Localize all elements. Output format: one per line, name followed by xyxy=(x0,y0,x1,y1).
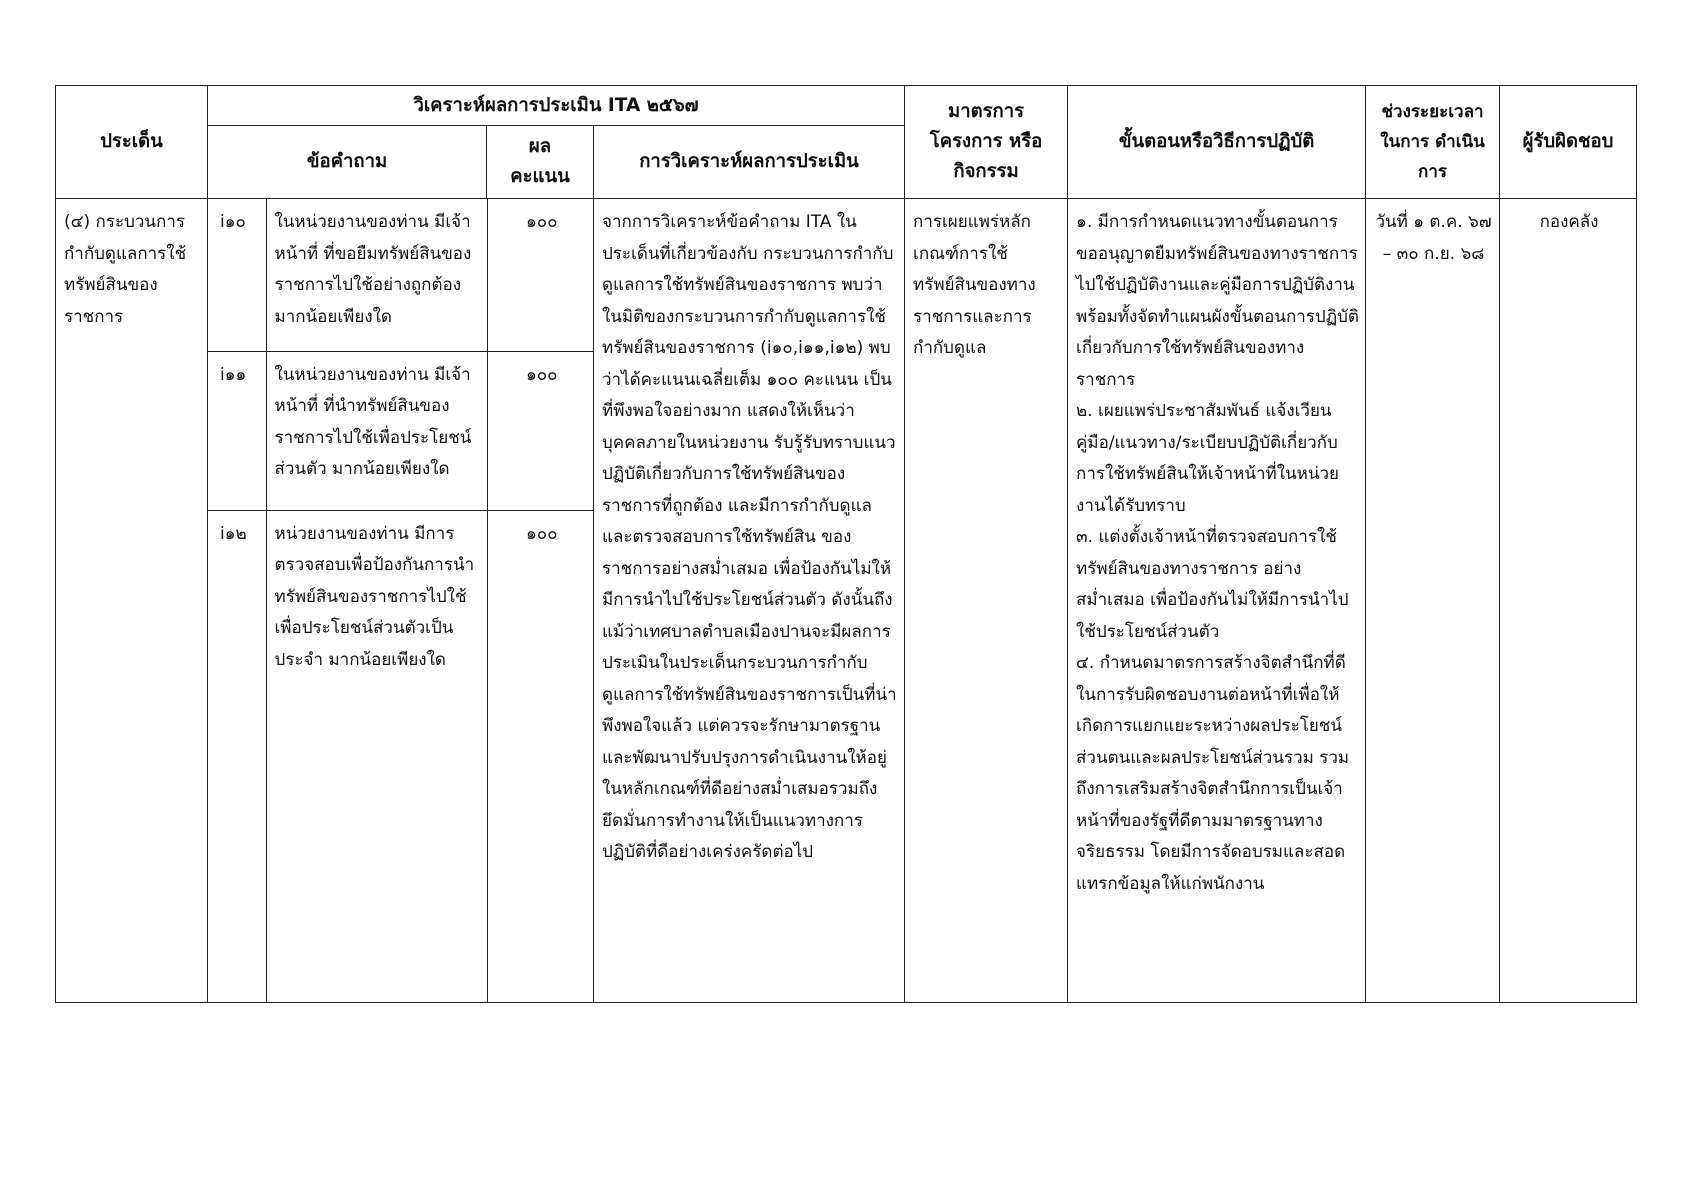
question-code: i๑๐ xyxy=(220,212,246,232)
ita-analysis-table xyxy=(55,85,1637,1003)
procedure-cell xyxy=(1068,199,1366,1003)
header-topic: ประเด็น xyxy=(56,86,208,199)
analysis-text: จากการวิเคราะห์ข้อคำถาม ITA ในประเด็นที่เกี่ยวข้องกับ กระบวนการกำกับดูแลการใช้ทรัพย์สินของราชการ พบว่า ในมิติของกระบวนการกำกับดูแลการใช้ทรัพย์สินของราชการ (i๑๐,i๑๑,i๑๒) พบว่าได้คะแนนเฉลี่ยเต็ม ๑๐๐ คะแนน เป็นที่พึงพอใจอย่างมาก แสดงให้เห็นว่า บุคคลภายในหน่วยงาน รับรู้รับทราบแนวปฏิบัติเกี่ยวกับการใช้ทรัพย์สินของราชการที่ถูกต้อง และมีการกำกับดูแล และตรวจสอบการใช้ทรัพย์สิน ของราชการอย่างสม่ำเสมอ เพื่อป้องกันไม่ให้มีการนำไปใช้ประโยชน์ส่วนตัว ดังนั้นถึงแม้ว่าเทศบาลตำบลเมืองปานจะมีผลการประเมินในประเด็นกระบวนการกำกับดูแลการใช้ทรัพย์สินของราชการเป็นที่น่าพึงพอใจแล้ว แต่ควรจะรักษามาตรฐาน และพัฒนาปรับปรุงการดำเนินงานให้อยู่ในหลักเกณฑ์ที่ดีอย่างสม่ำเสมอรวมถึงยึดมั่นการทำงานให้เป็นแนวทางการปฏิบัติที่ดีอย่างเคร่งครัดต่อไป xyxy=(602,212,897,862)
question-score: ๑๐๐ xyxy=(525,212,558,232)
responsible-cell xyxy=(1500,199,1637,1003)
question-code: i๑๒ xyxy=(220,523,247,544)
analysis-cell xyxy=(594,199,905,1003)
header-analysis: การวิเคราะห์ผลการประเมิน xyxy=(594,126,905,199)
header-analysis-group: วิเคราะห์ผลการประเมิน ITA ๒๕๖๗ xyxy=(208,86,905,126)
header-score: ผล คะแนน xyxy=(487,126,594,199)
procedure-step: ๒. เผยแพร่ประชาสัมพันธ์ แจ้งเวียนคู่มือ/แนวทาง/ระเบียบปฏิบัติเกี่ยวกับการใช้ทรัพย์สินให้เจ้าหน้าที่ในหน่วยงานได้รับทราบ xyxy=(1076,401,1339,516)
question-row xyxy=(208,199,594,351)
procedure-list xyxy=(1068,199,1365,904)
question-row xyxy=(208,510,594,1002)
question-text: ในหน่วยงานของท่าน มีเจ้าหน้าที่ ที่ขอยืมทรัพย์สินของราชการไปใช้อย่างถูกต้อง มากน้อยเพียงใด xyxy=(274,212,472,327)
header-question: ข้อคำถาม xyxy=(208,126,487,199)
procedure-step: ๔. กำหนดมาตรการสร้างจิตสำนึกที่ดีในการรับผิดชอบงานต่อหน้าที่เพื่อให้เกิดการแยกแยะระหว่างผลประโยชน์ส่วนตนและผลประโยชน์ส่วนรวม รวมถึงการเสริมสร้างจิตสำนึกการเป็นเจ้าหน้าที่ของรัฐที่ดีตามมาตรฐานทางจริยธรรม โดยมีการจัดอบรมและสอดแทรกข้อมูลให้แก่พนักงาน xyxy=(1076,653,1350,894)
topic-text: (๔) กระบวนการกำกับดูแลการใช้ทรัพย์สินของราชการ xyxy=(64,212,187,327)
header-period: ช่วงระยะเวลา ในการ ดำเนินการ xyxy=(1366,86,1500,199)
procedure-step: ๓. แต่งตั้งเจ้าหน้าที่ตรวจสอบการใช้ทรัพย์สินของทางราชการ อย่างสม่ำเสมอ เพื่อป้องกันไม่ให้มีการนำไปใช้ประโยชน์ส่วนตัว xyxy=(1076,527,1349,642)
question-row xyxy=(208,351,594,510)
questions-subtable xyxy=(208,199,594,1002)
header-procedure: ขั้นตอนหรือวิธีการปฏิบัติ xyxy=(1068,86,1366,199)
questions-cell xyxy=(208,199,594,1003)
question-text: ในหน่วยงานของท่าน มีเจ้าหน้าที่ ที่นำทรัพย์สินของราชการไปใช้เพื่อประโยชน์ส่วนตัว มากน้อยเพียงใด xyxy=(274,364,472,479)
measure-cell xyxy=(905,199,1068,1003)
question-code: i๑๑ xyxy=(220,364,247,385)
responsible-text: กองคลัง xyxy=(1539,212,1599,232)
period-text: วันที่ ๑ ต.ค. ๖๗ – ๓๐ ก.ย. ๖๘ xyxy=(1375,212,1492,264)
period-cell xyxy=(1366,199,1500,1003)
header-measure: มาตรการ โครงการ หรือ กิจกรรม xyxy=(905,86,1068,199)
procedure-step: ๑. มีการกำหนดแนวทางขั้นตอนการขออนุญาตยืมทรัพย์สินของทางราชการไปใช้ปฏิบัติงานและคู่มือการปฏิบัติงาน พร้อมทั้งจัดทำแผนผังขั้นตอนการปฏิบัติเกี่ยวกับการใช้ทรัพย์สินของทางราชการ xyxy=(1076,212,1359,390)
question-score: ๑๐๐ xyxy=(525,523,558,544)
header-responsible: ผู้รับผิดชอบ xyxy=(1500,86,1637,199)
question-text: หน่วยงานของท่าน มีการตรวจสอบเพื่อป้องกันการนำทรัพย์สินของราชการไปใช้เพื่อประโยชน์ส่วนตัวเป็นประจำ มากน้อยเพียงใด xyxy=(274,523,475,670)
measure-text: การเผยแพร่หลักเกณฑ์การใช้ทรัพย์สินของทางราชการและการกำกับดูแล xyxy=(913,212,1036,358)
topic-cell xyxy=(56,199,208,1003)
question-score: ๑๐๐ xyxy=(525,364,558,385)
